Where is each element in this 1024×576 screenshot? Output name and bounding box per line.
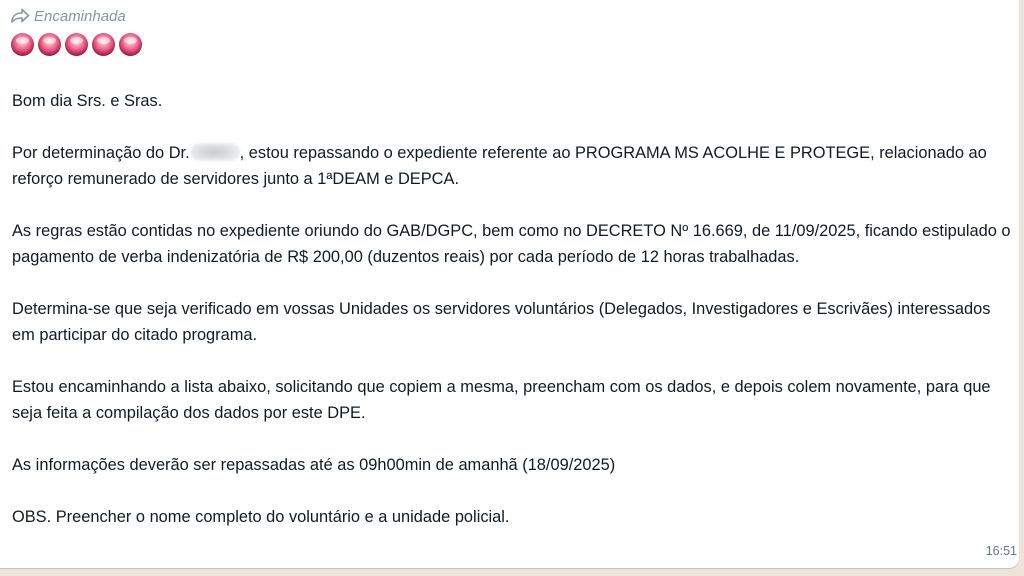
paragraph-5: As informações deverão ser repassadas até as 09h00min de amanhã (18/09/2025) bbox=[12, 456, 616, 474]
paragraph-2: As regras estão contidas no expediente oriundo do GAB/DGPC, bem como no DECRETO Nº 16.669, de 11/09/2025, ficando estipulado o pagamento de verba indenizatória de R$ 200,00 (duzentos reais) por cada período de 12 horas trabalhadas. bbox=[12, 222, 1016, 266]
paragraph-4: Estou encaminhando a lista abaixo, solicitando que copiem a mesma, preencham com os dados, e depois colem novamente, para que seja feita a compilação dos dados por este DPE. bbox=[12, 378, 996, 422]
message-timestamp: 16:51 bbox=[985, 544, 1017, 558]
forwarded-label: Encaminhada bbox=[34, 7, 126, 25]
pink-ball-emoji bbox=[119, 33, 142, 56]
paragraph-1 bbox=[12, 140, 1012, 192]
pink-ball-emoji bbox=[38, 33, 61, 56]
paragraph-6: OBS. Preencher o nome completo do voluntário e a unidade policial. bbox=[12, 508, 510, 526]
greeting-paragraph: Bom dia Srs. e Sras. bbox=[12, 92, 163, 110]
forwarded-indicator bbox=[10, 6, 126, 26]
paragraph-1-end: , estou repassando o expediente referente ao PROGRAMA MS ACOLHE E PROTEGE, relacionado ao reforço remunerado de servidores junto a 1ªDEAM e DEPCA. bbox=[12, 144, 992, 188]
pink-ball-emoji bbox=[65, 33, 88, 56]
emoji-row bbox=[11, 33, 142, 56]
forward-arrow-icon bbox=[10, 8, 30, 24]
paragraph-3: Determina-se que seja verificado em vossas Unidades os servidores voluntários (Delegados, Investigadores e Escrivães) interessados em participar do citado programa. bbox=[12, 300, 996, 344]
paragraph-1-start: Por determinação do Dr. bbox=[12, 144, 190, 162]
pink-ball-emoji bbox=[92, 33, 115, 56]
redacted-name bbox=[190, 143, 240, 161]
message-text bbox=[12, 88, 1016, 556]
pink-ball-emoji bbox=[11, 33, 34, 56]
